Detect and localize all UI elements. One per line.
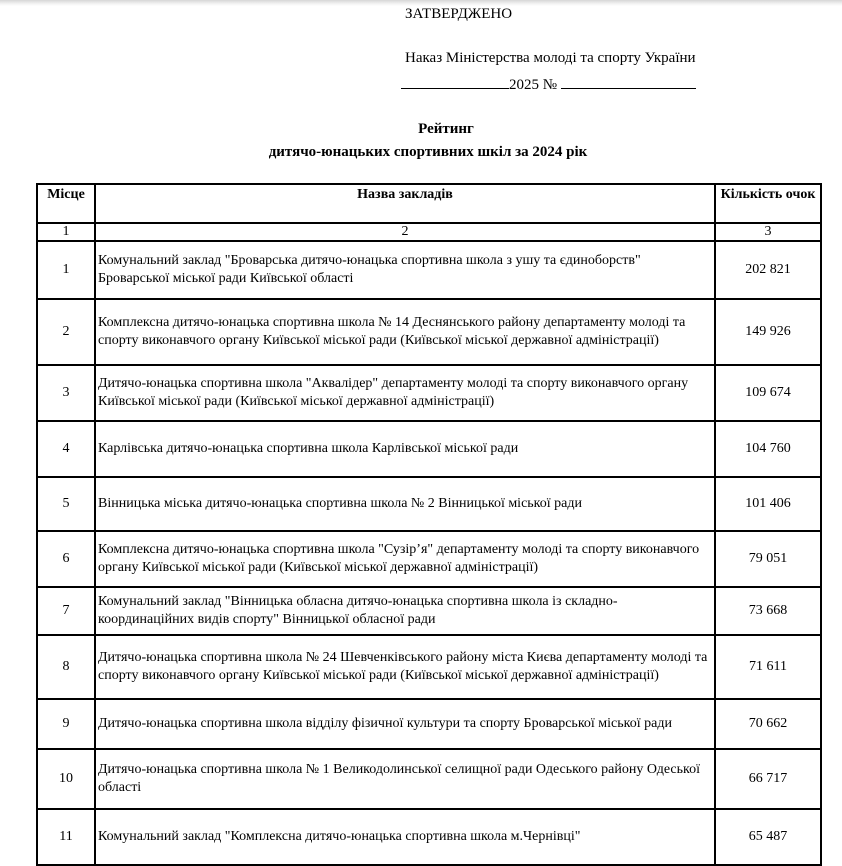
table-row (37, 241, 821, 299)
school-name-cell: Дитячо-юнацька спортивна школа № 1 Великодолинської селищної ради Одеського району Одеської області (95, 749, 715, 809)
school-name-cell: Комунальний заклад "Комплексна дитячо-юнацька спортивна школа м.Чернівці" (95, 809, 715, 865)
document-subtitle: дитячо-юнацьких спортивних шкіл за 2024 рік (268, 144, 588, 160)
table-row (37, 809, 821, 865)
place-cell: 7 (37, 587, 95, 635)
order-date-blank (401, 74, 509, 89)
points-cell: 202 821 (715, 241, 821, 299)
table-row (37, 749, 821, 809)
order-year: 2025 № (509, 77, 558, 93)
table-row (37, 477, 821, 531)
place-cell: 10 (37, 749, 95, 809)
place-cell: 4 (37, 421, 95, 477)
points-cell: 70 662 (715, 699, 821, 749)
table-row (37, 531, 821, 587)
school-name-cell: Комплексна дитячо-юнацька спортивна школа № 14 Деснянського району департаменту молоді та спорту виконавчого органу Київської міської ради (Київської міської державної адміністрації) (95, 299, 715, 365)
place-cell: 5 (37, 477, 95, 531)
table-row (37, 365, 821, 421)
rating-table (36, 183, 822, 866)
order-title: Наказ Міністерства молоді та спорту України (405, 50, 696, 66)
place-cell: 2 (37, 299, 95, 365)
school-name-cell: Дитячо-юнацька спортивна школа відділу фізичної культури та спорту Броварської міської ради (95, 699, 715, 749)
column-header-name: Назва закладів (95, 184, 715, 223)
school-name-cell: Комплексна дитячо-юнацька спортивна школа "Сузір’я" департаменту молоді та спорту виконавчого органу Київської міської ради (Київської міської державної адміністрації) (95, 531, 715, 587)
points-cell: 73 668 (715, 587, 821, 635)
table-row (37, 699, 821, 749)
column-header-place: Місце (37, 184, 95, 223)
points-cell: 71 611 (715, 635, 821, 699)
points-cell: 65 487 (715, 809, 821, 865)
school-name-cell: Комунальний заклад "Вінницька обласна дитячо-юнацька спортивна школа із складно-координаційних видів спорту" Вінницької обласної ради (95, 587, 715, 635)
points-cell: 109 674 (715, 365, 821, 421)
order-number-blank (561, 74, 696, 89)
school-name-cell: Дитячо-юнацька спортивна школа "Аквалідер" департаменту молоді та спорту виконавчого органу Київської міської ради (Київської міської державної адміністрації) (95, 365, 715, 421)
table-row (37, 299, 821, 365)
place-cell: 8 (37, 635, 95, 699)
document-title: Рейтинг (418, 121, 474, 137)
column-header-points: Кількість очок (715, 184, 821, 223)
column-index-row (37, 223, 821, 241)
points-cell: 66 717 (715, 749, 821, 809)
approved-stamp: ЗАТВЕРДЖЕНО (405, 6, 513, 22)
place-cell: 6 (37, 531, 95, 587)
table-header-row (37, 184, 821, 223)
order-number-line (401, 74, 696, 94)
points-cell: 79 051 (715, 531, 821, 587)
points-cell: 149 926 (715, 299, 821, 365)
table-row (37, 421, 821, 477)
points-cell: 104 760 (715, 421, 821, 477)
place-cell: 9 (37, 699, 95, 749)
place-cell: 1 (37, 241, 95, 299)
school-name-cell: Комунальний заклад "Броварська дитячо-юнацька спортивна школа з ушу та єдиноборств" Броварської міської ради Київської області (95, 241, 715, 299)
place-cell: 3 (37, 365, 95, 421)
school-name-cell: Карлівська дитячо-юнацька спортивна школа Карлівської міської ради (95, 421, 715, 477)
place-cell: 11 (37, 809, 95, 865)
school-name-cell: Вінницька міська дитячо-юнацька спортивна школа № 2 Вінницької міської ради (95, 477, 715, 531)
school-name-cell: Дитячо-юнацька спортивна школа № 24 Шевченківського району міста Києва департаменту молоді та спорту виконавчого органу Київської міської ради (Київської міської державної адміністрації) (95, 635, 715, 699)
table-row (37, 587, 821, 635)
points-cell: 101 406 (715, 477, 821, 531)
column-index: 2 (95, 223, 715, 241)
column-index: 1 (37, 223, 95, 241)
table-row (37, 635, 821, 699)
column-index: 3 (715, 223, 821, 241)
